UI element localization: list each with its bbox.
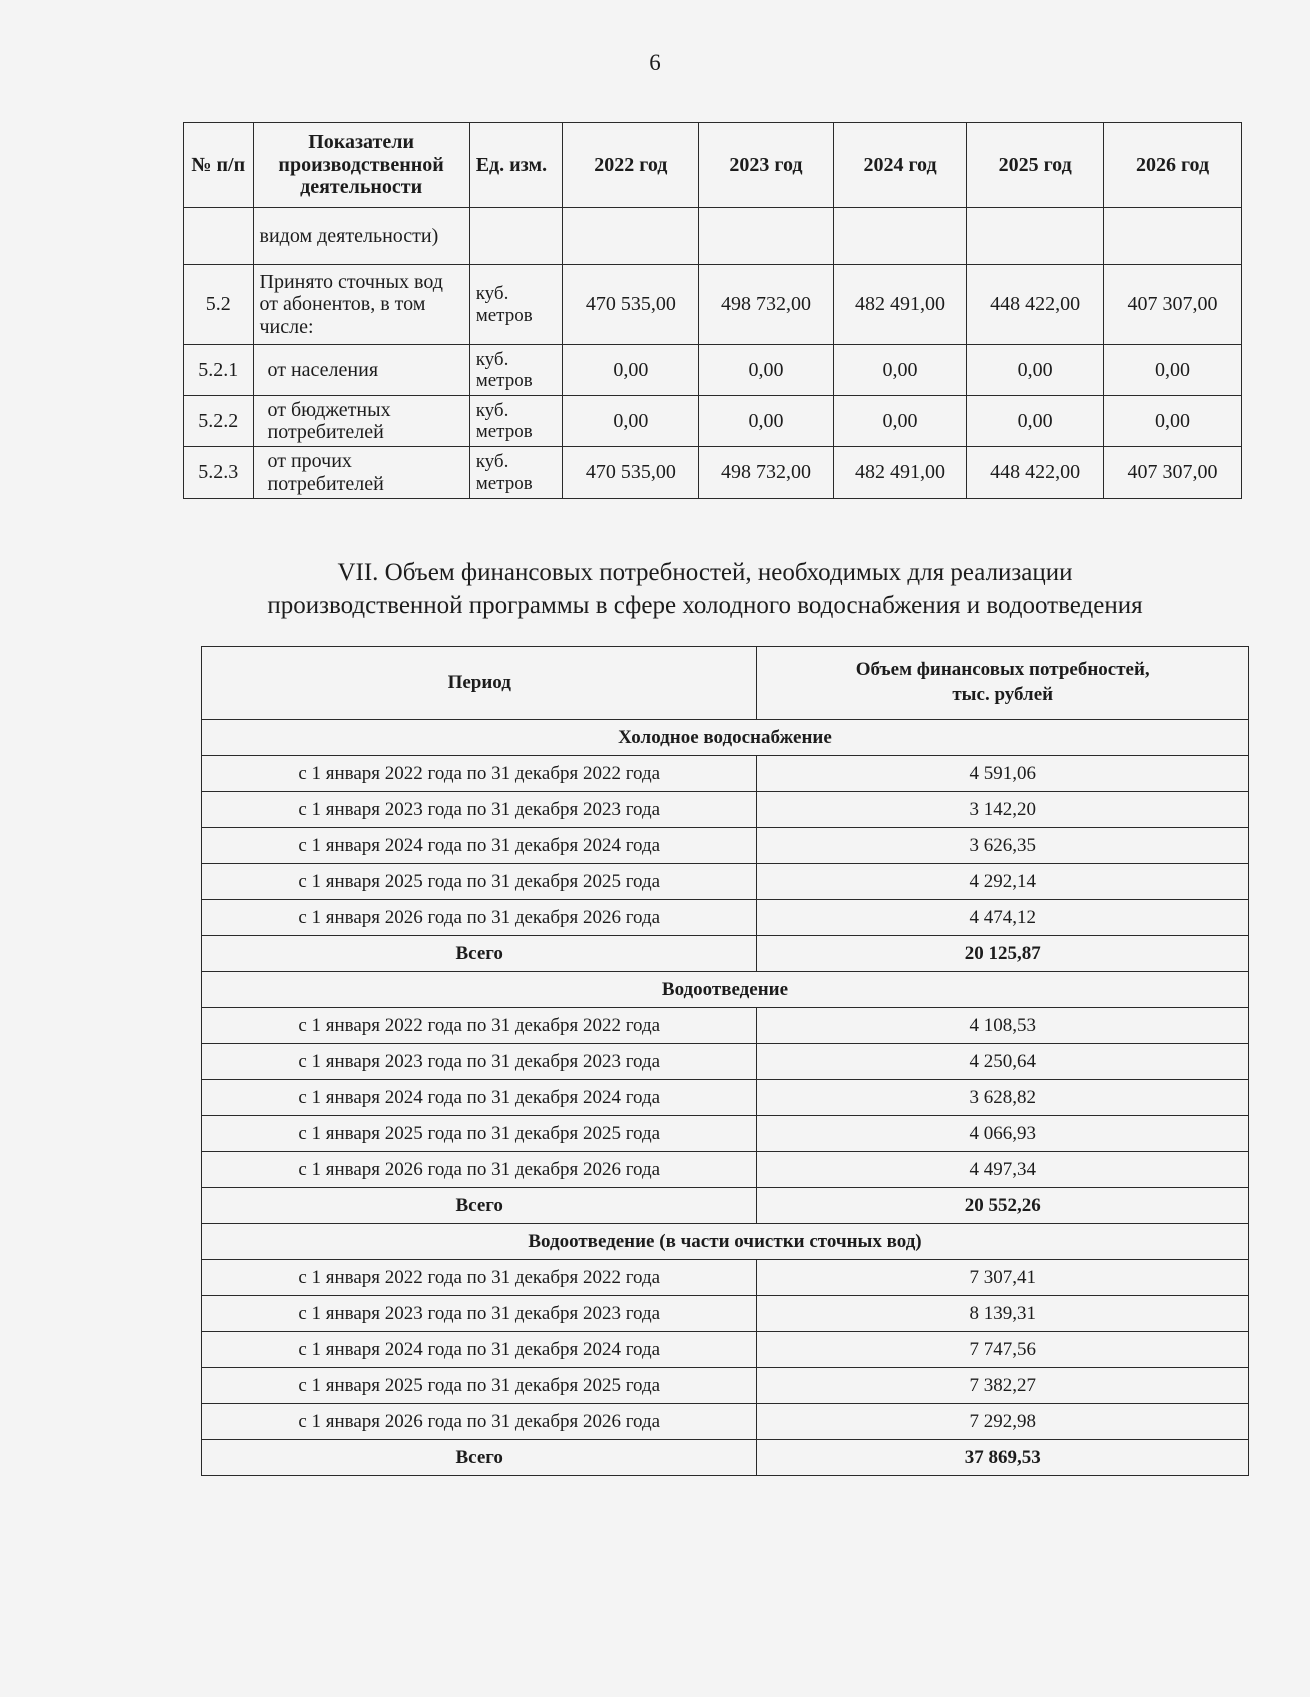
table-row	[202, 900, 1249, 936]
row-value: 0,00	[967, 345, 1104, 396]
row-unit: куб. метров	[469, 396, 563, 447]
value-cell: 3 626,35	[757, 828, 1249, 864]
row-label: видом деятельности)	[253, 208, 469, 265]
value-cell: 7 382,27	[757, 1368, 1249, 1404]
row-value: 0,00	[833, 396, 966, 447]
table-row	[202, 756, 1249, 792]
row-value: 407 307,00	[1104, 265, 1242, 345]
row-unit	[469, 208, 563, 265]
table-header-row	[184, 123, 1242, 208]
table-row	[202, 1404, 1249, 1440]
period-cell: с 1 января 2025 года по 31 декабря 2025 года	[202, 1368, 757, 1404]
table-row	[202, 1332, 1249, 1368]
value-cell: 3 142,20	[757, 792, 1249, 828]
total-value: 37 869,53	[757, 1440, 1249, 1476]
row-value: 0,00	[967, 396, 1104, 447]
row-number	[184, 208, 254, 265]
col-header-year: 2024 год	[833, 123, 966, 208]
production-indicators-table	[183, 122, 1242, 499]
table-row	[202, 1296, 1249, 1332]
table-row	[184, 447, 1242, 499]
row-value: 0,00	[563, 345, 699, 396]
value-cell: 4 108,53	[757, 1008, 1249, 1044]
row-value: 482 491,00	[833, 265, 966, 345]
row-value: 0,00	[699, 345, 834, 396]
period-cell: с 1 января 2024 года по 31 декабря 2024 года	[202, 1332, 757, 1368]
table-row	[202, 1044, 1249, 1080]
value-cell: 4 250,64	[757, 1044, 1249, 1080]
total-row	[202, 1188, 1249, 1224]
col-header-year: 2022 год	[563, 123, 699, 208]
col-header-amount-line: тыс. рублей	[952, 684, 1054, 705]
row-value	[1104, 208, 1242, 265]
table-row	[184, 345, 1242, 396]
table-row	[202, 1368, 1249, 1404]
row-label: Принято сточных вод от абонентов, в том числе:	[253, 265, 469, 345]
table-row	[202, 792, 1249, 828]
row-number: 5.2	[184, 265, 254, 345]
col-header-year: 2023 год	[699, 123, 834, 208]
total-value: 20 125,87	[757, 936, 1249, 972]
section-heading-line: производственной программы в сфере холодного водоснабжения и водоотведения	[267, 592, 1143, 619]
row-value: 407 307,00	[1104, 447, 1242, 499]
period-cell: с 1 января 2025 года по 31 декабря 2025 года	[202, 864, 757, 900]
col-header-period: Период	[202, 647, 757, 720]
row-value: 0,00	[1104, 396, 1242, 447]
value-cell: 4 474,12	[757, 900, 1249, 936]
table-row	[202, 1152, 1249, 1188]
value-cell: 7 292,98	[757, 1404, 1249, 1440]
period-cell: с 1 января 2024 года по 31 декабря 2024 года	[202, 828, 757, 864]
row-label: от населения	[253, 345, 469, 396]
table-row	[202, 1080, 1249, 1116]
col-header-amount-line: Объем финансовых потребностей,	[855, 659, 1150, 681]
table-row	[202, 828, 1249, 864]
row-value: 470 535,00	[563, 265, 699, 345]
section-title: Холодное водоснабжение	[202, 720, 1249, 756]
total-label: Всего	[202, 1188, 757, 1224]
col-header-num: № п/п	[184, 123, 254, 208]
total-label: Всего	[202, 1440, 757, 1476]
row-value	[699, 208, 834, 265]
col-header-indicator: Показатели производственной деятельности	[253, 123, 469, 208]
section-title-row	[202, 720, 1249, 756]
value-cell: 7 747,56	[757, 1332, 1249, 1368]
value-cell: 3 628,82	[757, 1080, 1249, 1116]
value-cell: 7 307,41	[757, 1260, 1249, 1296]
section-title-row	[202, 972, 1249, 1008]
table-header-row	[202, 647, 1249, 720]
col-header-year: 2025 год	[967, 123, 1104, 208]
period-cell: с 1 января 2023 года по 31 декабря 2023 года	[202, 792, 757, 828]
total-label: Всего	[202, 936, 757, 972]
value-cell: 4 497,34	[757, 1152, 1249, 1188]
table-row	[202, 1116, 1249, 1152]
value-cell: 4 066,93	[757, 1116, 1249, 1152]
row-value: 0,00	[1104, 345, 1242, 396]
period-cell: с 1 января 2026 года по 31 декабря 2026 года	[202, 1404, 757, 1440]
col-header-unit: Ед. изм.	[469, 123, 563, 208]
row-number: 5.2.2	[184, 396, 254, 447]
period-cell: с 1 января 2022 года по 31 декабря 2022 года	[202, 756, 757, 792]
section-title: Водоотведение	[202, 972, 1249, 1008]
table-row	[184, 265, 1242, 345]
period-cell: с 1 января 2026 года по 31 декабря 2026 года	[202, 1152, 757, 1188]
period-cell: с 1 января 2022 года по 31 декабря 2022 года	[202, 1260, 757, 1296]
period-cell: с 1 января 2023 года по 31 декабря 2023 года	[202, 1296, 757, 1332]
row-value: 470 535,00	[563, 447, 699, 499]
total-value: 20 552,26	[757, 1188, 1249, 1224]
col-header-amount	[757, 647, 1249, 720]
row-value	[833, 208, 966, 265]
table-row	[184, 208, 1242, 265]
table-row	[202, 1008, 1249, 1044]
row-unit: куб. метров	[469, 345, 563, 396]
period-cell: с 1 января 2025 года по 31 декабря 2025 года	[202, 1116, 757, 1152]
row-value: 448 422,00	[967, 447, 1104, 499]
table-row	[202, 1260, 1249, 1296]
row-label: от бюджетных потребителей	[253, 396, 469, 447]
row-value	[967, 208, 1104, 265]
period-cell: с 1 января 2022 года по 31 декабря 2022 года	[202, 1008, 757, 1044]
col-header-year: 2026 год	[1104, 123, 1242, 208]
page-number: 6	[649, 50, 661, 75]
row-value: 482 491,00	[833, 447, 966, 499]
row-number: 5.2.3	[184, 447, 254, 499]
row-number: 5.2.1	[184, 345, 254, 396]
row-value: 498 732,00	[699, 447, 834, 499]
financial-needs-table	[201, 646, 1249, 1476]
row-value: 498 732,00	[699, 265, 834, 345]
value-cell: 4 292,14	[757, 864, 1249, 900]
value-cell: 8 139,31	[757, 1296, 1249, 1332]
row-value: 448 422,00	[967, 265, 1104, 345]
period-cell: с 1 января 2026 года по 31 декабря 2026 года	[202, 900, 757, 936]
row-value: 0,00	[699, 396, 834, 447]
row-label: от прочих потребителей	[253, 447, 469, 499]
total-row	[202, 936, 1249, 972]
section-title-row	[202, 1224, 1249, 1260]
row-value: 0,00	[833, 345, 966, 396]
table-row	[184, 396, 1242, 447]
row-value: 0,00	[563, 396, 699, 447]
section-heading-line: VII. Объем финансовых потребностей, необходимых для реализации	[337, 559, 1073, 586]
row-value	[563, 208, 699, 265]
total-row	[202, 1440, 1249, 1476]
section-title: Водоотведение (в части очистки сточных вод)	[202, 1224, 1249, 1260]
row-unit: куб. метров	[469, 447, 563, 499]
period-cell: с 1 января 2024 года по 31 декабря 2024 года	[202, 1080, 757, 1116]
value-cell: 4 591,06	[757, 756, 1249, 792]
period-cell: с 1 января 2023 года по 31 декабря 2023 года	[202, 1044, 757, 1080]
table-row	[202, 864, 1249, 900]
row-unit: куб. метров	[469, 265, 563, 345]
section-heading	[170, 556, 1240, 622]
